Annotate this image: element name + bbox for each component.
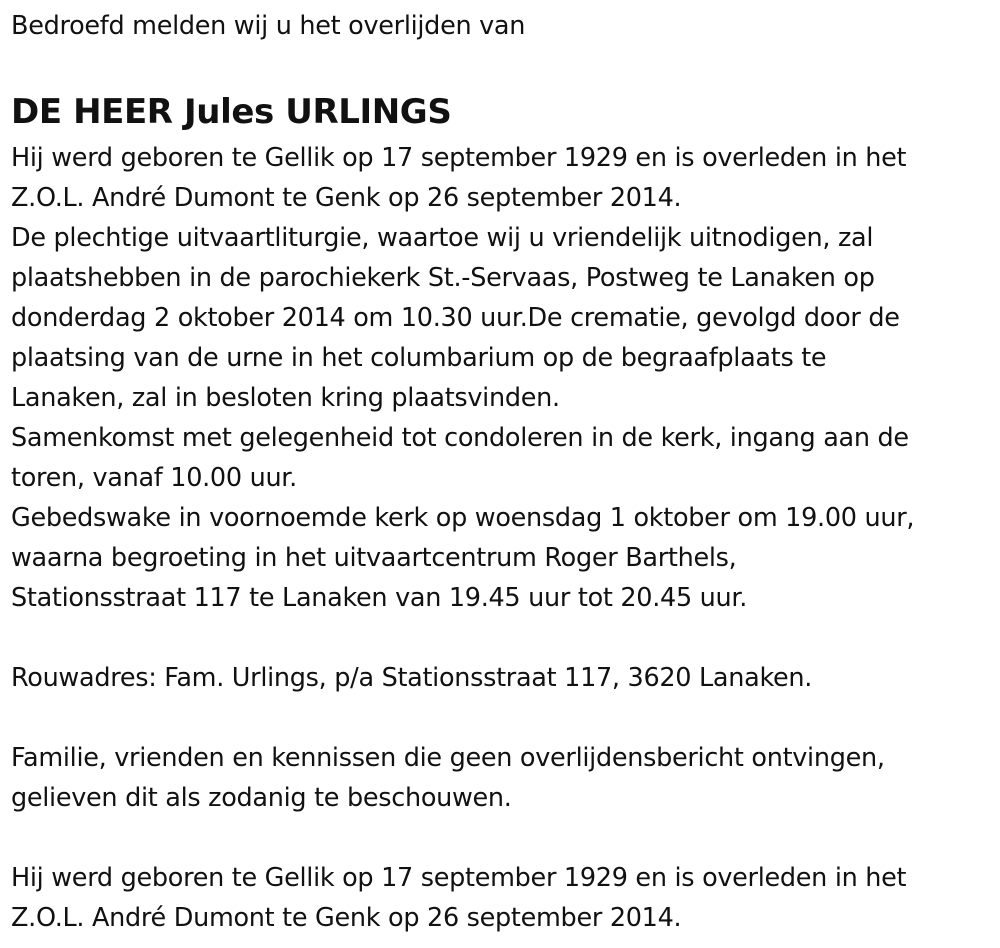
closing-line: Familie, vrienden en kennissen die geen overlijdensbericht ontvingen, xyxy=(11,743,885,773)
spacer xyxy=(11,698,986,738)
deceased-name: DE HEER Jules URLINGS xyxy=(11,92,452,132)
details-paragraph xyxy=(11,138,986,618)
death-notice xyxy=(11,0,986,938)
repeat-line: Hij werd geboren te Gellik op 17 september 1929 en is overleden in het xyxy=(11,863,907,893)
repeat-paragraph xyxy=(11,858,986,938)
details-line: donderdag 2 oktober 2014 om 10.30 uur.De crematie, gevolgd door de xyxy=(11,303,900,333)
repeat-line: Z.O.L. André Dumont te Genk op 26 september 2014. xyxy=(11,903,682,933)
details-line: toren, vanaf 10.00 uur. xyxy=(11,463,297,493)
details-line: Lanaken, zal in besloten kring plaatsvinden. xyxy=(11,383,560,413)
details-line: Samenkomst met gelegenheid tot condoleren in de kerk, ingang aan de xyxy=(11,423,909,453)
spacer xyxy=(11,818,986,858)
details-line: plaatsing van de urne in het columbarium op de begraafplaats te xyxy=(11,343,827,373)
details-line: Stationsstraat 117 te Lanaken van 19.45 uur tot 20.45 uur. xyxy=(11,583,748,613)
details-line: plaatshebben in de parochiekerk St.-Servaas, Postweg te Lanaken op xyxy=(11,263,875,293)
closing-line: gelieven dit als zodanig te beschouwen. xyxy=(11,783,512,813)
spacer xyxy=(11,618,986,658)
details-line: waarna begroeting in het uitvaartcentrum Roger Barthels, xyxy=(11,543,737,573)
details-line: Gebedswake in voornoemde kerk op woensdag 1 oktober om 19.00 uur, xyxy=(11,503,915,533)
details-line: Hij werd geboren te Gellik op 17 september 1929 en is overleden in het xyxy=(11,143,907,173)
details-line: De plechtige uitvaartliturgie, waartoe wij u vriendelijk uitnodigen, zal xyxy=(11,223,874,253)
intro-text: Bedroefd melden wij u het overlijden van xyxy=(11,11,526,41)
details-line: Z.O.L. André Dumont te Genk op 26 september 2014. xyxy=(11,183,682,213)
mourning-address: Rouwadres: Fam. Urlings, p/a Stationsstraat 117, 3620 Lanaken. xyxy=(11,663,813,693)
closing-paragraph xyxy=(11,738,986,818)
